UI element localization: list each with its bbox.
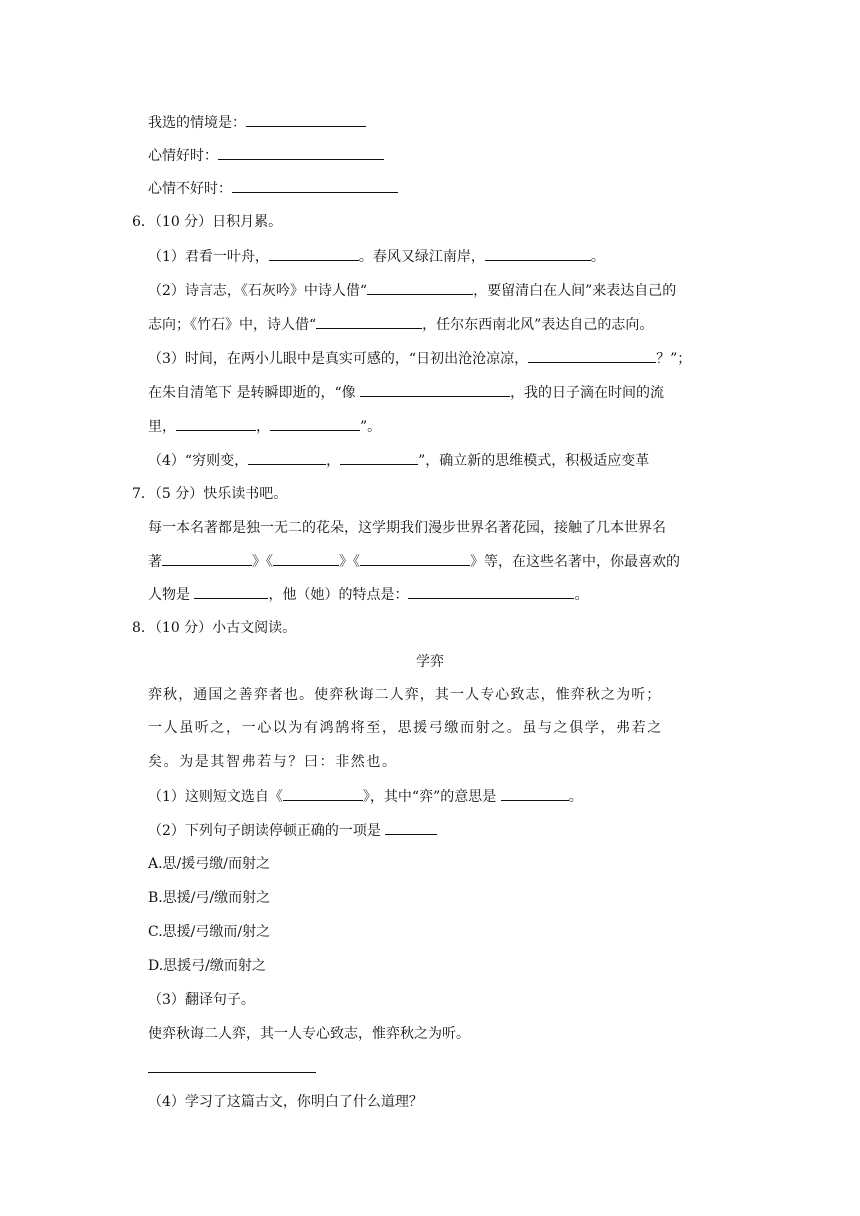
q8-source-blank[interactable] [283, 786, 363, 801]
q7-text-g: 。 [574, 587, 589, 603]
q7-text-c: 》《 [339, 554, 360, 570]
q8-s1-text-b: 》，其中“弈”的意思是 [362, 789, 501, 805]
q6-p2-blank-1[interactable] [367, 280, 473, 295]
q7-text-e: 人物是 [148, 587, 195, 603]
q6-part1 [148, 246, 605, 267]
q6-p4-blank-1[interactable] [248, 450, 326, 465]
q7-text-a: 著 [148, 554, 162, 570]
q7-book-blank-2[interactable] [273, 551, 339, 566]
passage-line-1: 弈秋，通国之善弈者也。使弈秋诲二人弈，其一人专心致志，惟弈秋之为听； [148, 687, 662, 703]
q7-book-blank-3[interactable] [360, 551, 470, 566]
option-a[interactable]: A.思/援弓缴/而射之 [148, 856, 270, 872]
q8-sub3: （3）翻译句子。 [148, 992, 255, 1008]
q8-s1-text-c: 。 [568, 789, 583, 805]
q7-line1: 每一本名著都是独一无二的花朵，这学期我们漫步世界名著花园，接触了几本世界名 [148, 520, 666, 536]
situation-line [148, 112, 366, 133]
passage-line-2: 一人虽听之，一心以为有鸿鹄将至，思援弓缴而射之。虽与之俱学，弗若之 [148, 720, 663, 736]
option-d[interactable]: D.思援弓/缴而射之 [148, 958, 266, 974]
q6-p4-text-a: （4）“穷则变， [148, 453, 249, 469]
q7-book-blank-1[interactable] [162, 551, 252, 566]
q8-s1-text-a: （1）这则短文选自《 [148, 789, 283, 805]
q7-text-f: ，他（她）的特点是： [268, 587, 409, 603]
good-mood-line [148, 145, 384, 166]
q6-p4-text-c: ”，确立新的思维模式，积极适应变革 [418, 453, 650, 469]
q6-p3-blank-2[interactable] [360, 382, 510, 397]
situation-label: 我选的情境是： [148, 115, 246, 131]
q6-p2-text-b: ，要留清白在人间”来表达自己的 [473, 283, 677, 299]
q7-heading: 7．（5 分）快乐读书吧。 [132, 486, 288, 502]
q6-p3-blank-1[interactable] [528, 348, 656, 363]
q8-sub1 [148, 786, 583, 807]
q8-choice-blank[interactable] [385, 820, 437, 835]
q6-p2-blank-2[interactable] [316, 314, 422, 329]
q7-line3 [148, 584, 588, 605]
q6-p3-blank-3[interactable] [176, 416, 256, 431]
good-mood-blank[interactable] [218, 145, 384, 160]
q7-line2 [148, 551, 680, 572]
q6-p3-blank-4[interactable] [270, 416, 360, 431]
passage-line-3: 矣。为是其智弗若与？曰：非然也。 [148, 754, 398, 770]
bad-mood-blank[interactable] [232, 178, 398, 193]
q6-p3-text-e: 里， [148, 419, 176, 435]
q6-p1-blank-2[interactable] [485, 246, 591, 261]
q6-p3-text-g: ”。 [360, 419, 382, 435]
bad-mood-line [148, 178, 398, 199]
situation-blank[interactable] [246, 112, 366, 127]
option-b[interactable]: B.思援/弓/缴而射之 [148, 890, 271, 906]
q6-p3-text-c: 在朱自清笔下 是转瞬即逝的，“像 [148, 385, 361, 401]
q6-p2-text-d: ，任尔东西南北风”表达自己的志向。 [422, 317, 654, 333]
q8-heading: 8．（10 分）小古文阅读。 [132, 620, 297, 636]
q7-text-d: 》等，在这些名著中，你最喜欢的 [470, 554, 680, 570]
q6-part3-line1 [148, 348, 691, 369]
q6-p1-text-b: 。春风又绿江南岸， [358, 249, 485, 265]
good-mood-label: 心情好时： [148, 148, 218, 164]
q6-p1-text-c: 。 [590, 249, 605, 265]
q6-part3-line3 [148, 416, 381, 437]
q8-sub3-sentence: 使弈秋诲二人弈，其一人专心致志，惟弈秋之为听。 [148, 1026, 470, 1042]
q6-p1-blank-1[interactable] [269, 246, 359, 261]
q8-s2-text: （2）下列句子朗读停顿正确的一项是 [148, 823, 386, 839]
q6-heading: 6．（10 分）日积月累。 [132, 214, 283, 230]
q8-sub4: （4）学习了这篇古文，你明白了什么道理？ [148, 1094, 423, 1110]
q6-p2-text-a: （2）诗言志，《石灰吟》中诗人借“ [148, 283, 368, 299]
bad-mood-label: 心情不好时： [148, 181, 232, 197]
q6-part2-line1 [148, 280, 676, 301]
q6-p3-text-f: ， [256, 419, 270, 435]
q7-text-b: 》《 [252, 554, 273, 570]
q6-p1-text-a: （1）君看一叶舟， [148, 249, 269, 265]
option-c[interactable]: C.思援/弓缴而/射之 [148, 924, 271, 940]
q6-part4 [148, 450, 649, 471]
q6-p3-text-d: ，我的日子滴在时间的流 [510, 385, 665, 401]
q6-part2-line2 [148, 314, 653, 335]
q8-meaning-blank[interactable] [501, 786, 569, 801]
q6-p2-text-c: 志向；《竹石》中，诗人借“ [148, 317, 317, 333]
q8-sub2 [148, 820, 437, 841]
q6-p4-text-b: ， [326, 453, 341, 469]
q6-p3-text-b: ？”； [656, 351, 692, 367]
q7-trait-blank[interactable] [408, 584, 574, 599]
translation-answer-line[interactable] [148, 1072, 316, 1073]
q6-p4-blank-2[interactable] [340, 450, 418, 465]
q6-p3-text-a: （3）时间，在两小儿眼中是真实可感的，“日初出沧沧凉凉， [148, 351, 529, 367]
q6-part3-line2 [148, 382, 664, 403]
passage-title: 学弈 [416, 654, 444, 670]
q7-character-blank[interactable] [194, 584, 268, 599]
